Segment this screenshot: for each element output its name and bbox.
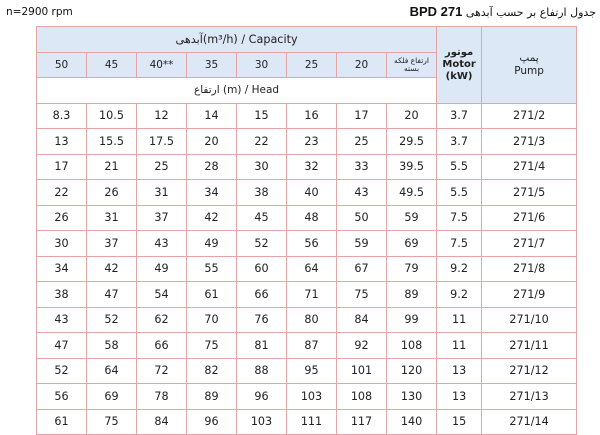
head-value-cell: 17.5 <box>137 129 187 155</box>
pump-model-cell: 271/12 <box>482 358 577 384</box>
head-value-cell: 43 <box>137 231 187 257</box>
pump-model-cell: 271/9 <box>482 282 577 308</box>
table-row <box>37 180 577 206</box>
motor-power-cell: 9.2 <box>437 282 482 308</box>
pump-model-cell: 271/3 <box>482 129 577 155</box>
head-value-cell: 117 <box>337 409 387 435</box>
head-value-cell: 64 <box>287 256 337 282</box>
pump-model-cell: 271/11 <box>482 333 577 359</box>
table-row <box>37 409 577 435</box>
capacity-value: 50 <box>37 52 87 78</box>
head-value-cell: 49 <box>187 231 237 257</box>
pump-model-cell: 271/2 <box>482 103 577 129</box>
shutoff-head-cell: 120 <box>387 358 437 384</box>
head-value-cell: 72 <box>137 358 187 384</box>
head-value-cell: 96 <box>187 409 237 435</box>
head-value-cell: 89 <box>187 384 237 410</box>
pump-header-fa: پمپ <box>519 51 539 64</box>
head-value-cell: 25 <box>337 129 387 155</box>
motor-header-en: Motor <box>442 58 476 70</box>
head-value-cell: 70 <box>187 307 237 333</box>
motor-power-cell: 13 <box>437 358 482 384</box>
table-row <box>37 256 577 282</box>
head-value-cell: 78 <box>137 384 187 410</box>
head-value-cell: 16 <box>287 103 337 129</box>
head-value-cell: 34 <box>187 180 237 206</box>
head-value-cell: 22 <box>37 180 87 206</box>
head-value-cell: 31 <box>87 205 137 231</box>
head-value-cell: 84 <box>137 409 187 435</box>
motor-power-cell: 7.5 <box>437 205 482 231</box>
shutoff-head-line2: بسته <box>404 63 420 73</box>
head-value-cell: 34 <box>37 256 87 282</box>
shutoff-head-cell: 59 <box>387 205 437 231</box>
head-value-cell: 61 <box>37 409 87 435</box>
head-value-cell: 43 <box>337 180 387 206</box>
capacity-value: 30 <box>237 52 287 78</box>
table-title-model: BPD 271 <box>409 4 463 19</box>
head-value-cell: 95 <box>287 358 337 384</box>
table-title <box>410 4 596 19</box>
motor-power-cell: 3.7 <box>437 129 482 155</box>
pump-header-en: Pump <box>514 64 544 77</box>
motor-header-unit: (kW) <box>445 70 473 82</box>
shutoff-head-cell: 49.5 <box>387 180 437 206</box>
pump-model-cell: 271/10 <box>482 307 577 333</box>
pump-model-cell: 271/14 <box>482 409 577 435</box>
head-value-cell: 30 <box>37 231 87 257</box>
table-row <box>37 307 577 333</box>
pump-model-cell: 271/8 <box>482 256 577 282</box>
table-row <box>37 333 577 359</box>
capacity-value: 40** <box>137 52 187 78</box>
head-value-cell: 40 <box>287 180 337 206</box>
shutoff-head-cell: 20 <box>387 103 437 129</box>
shutoff-head-cell: 130 <box>387 384 437 410</box>
head-header: ارتفاع (m) / Head <box>37 78 437 104</box>
shutoff-head-cell: 99 <box>387 307 437 333</box>
head-value-cell: 15 <box>237 103 287 129</box>
table-row <box>37 205 577 231</box>
head-value-cell: 60 <box>237 256 287 282</box>
head-value-cell: 47 <box>37 333 87 359</box>
table-row <box>37 282 577 308</box>
head-capacity-table <box>36 26 577 435</box>
motor-power-cell: 7.5 <box>437 231 482 257</box>
rpm-label: n=2900 rpm <box>6 6 73 18</box>
head-value-cell: 54 <box>137 282 187 308</box>
head-value-cell: 25 <box>137 154 187 180</box>
head-value-cell: 75 <box>87 409 137 435</box>
capacity-value: 45 <box>87 52 137 78</box>
capacity-value: 20 <box>337 52 387 78</box>
head-value-cell: 61 <box>187 282 237 308</box>
head-value-cell: 20 <box>187 129 237 155</box>
head-value-cell: 108 <box>337 384 387 410</box>
shutoff-head-header <box>387 52 437 78</box>
head-value-cell: 13 <box>37 129 87 155</box>
table-row <box>37 384 577 410</box>
head-value-cell: 58 <box>87 333 137 359</box>
head-value-cell: 17 <box>337 103 387 129</box>
head-value-cell: 30 <box>237 154 287 180</box>
head-value-cell: 26 <box>87 180 137 206</box>
head-value-cell: 22 <box>237 129 287 155</box>
head-value-cell: 67 <box>337 256 387 282</box>
head-value-cell: 48 <box>287 205 337 231</box>
head-value-cell: 37 <box>87 231 137 257</box>
pump-model-cell: 271/5 <box>482 180 577 206</box>
table-title-fa: جدول ارتفاع بر حسب آبدهی <box>465 6 596 19</box>
head-value-cell: 26 <box>37 205 87 231</box>
shutoff-head-cell: 79 <box>387 256 437 282</box>
head-value-cell: 87 <box>287 333 337 359</box>
head-value-cell: 101 <box>337 358 387 384</box>
head-value-cell: 66 <box>237 282 287 308</box>
head-value-cell: 56 <box>287 231 337 257</box>
head-value-cell: 81 <box>237 333 287 359</box>
table-row <box>37 231 577 257</box>
head-value-cell: 12 <box>137 103 187 129</box>
motor-power-cell: 9.2 <box>437 256 482 282</box>
motor-power-cell: 15 <box>437 409 482 435</box>
motor-header-fa: موتور <box>444 46 474 58</box>
head-value-cell: 71 <box>287 282 337 308</box>
head-value-cell: 103 <box>237 409 287 435</box>
capacity-value: 35 <box>187 52 237 78</box>
head-value-cell: 31 <box>137 180 187 206</box>
head-value-cell: 43 <box>37 307 87 333</box>
head-value-cell: 69 <box>87 384 137 410</box>
shutoff-head-cell: 108 <box>387 333 437 359</box>
motor-power-cell: 13 <box>437 384 482 410</box>
head-value-cell: 32 <box>287 154 337 180</box>
head-value-cell: 21 <box>87 154 137 180</box>
pump-header <box>482 27 577 104</box>
head-value-cell: 38 <box>37 282 87 308</box>
head-value-cell: 66 <box>137 333 187 359</box>
head-value-cell: 96 <box>237 384 287 410</box>
head-value-cell: 42 <box>87 256 137 282</box>
shutoff-head-cell: 140 <box>387 409 437 435</box>
motor-power-cell: 5.5 <box>437 180 482 206</box>
pump-model-cell: 271/6 <box>482 205 577 231</box>
motor-header <box>437 27 482 104</box>
pump-model-cell: 271/4 <box>482 154 577 180</box>
head-value-cell: 8.3 <box>37 103 87 129</box>
shutoff-head-cell: 69 <box>387 231 437 257</box>
head-value-cell: 76 <box>237 307 287 333</box>
table-row <box>37 103 577 129</box>
head-value-cell: 23 <box>287 129 337 155</box>
head-value-cell: 84 <box>337 307 387 333</box>
pump-model-cell: 271/7 <box>482 231 577 257</box>
table-row <box>37 154 577 180</box>
head-value-cell: 59 <box>337 231 387 257</box>
head-value-cell: 52 <box>237 231 287 257</box>
shutoff-head-cell: 29.5 <box>387 129 437 155</box>
head-value-cell: 33 <box>337 154 387 180</box>
head-value-cell: 64 <box>87 358 137 384</box>
head-value-cell: 55 <box>187 256 237 282</box>
motor-power-cell: 5.5 <box>437 154 482 180</box>
head-value-cell: 15.5 <box>87 129 137 155</box>
head-value-cell: 111 <box>287 409 337 435</box>
head-value-cell: 52 <box>37 358 87 384</box>
motor-power-cell: 3.7 <box>437 103 482 129</box>
motor-power-cell: 11 <box>437 333 482 359</box>
head-value-cell: 88 <box>237 358 287 384</box>
head-value-cell: 75 <box>337 282 387 308</box>
head-value-cell: 75 <box>187 333 237 359</box>
pump-model-cell: 271/13 <box>482 384 577 410</box>
capacity-header: آبدهی(m³/h) / Capacity <box>37 27 437 53</box>
head-value-cell: 47 <box>87 282 137 308</box>
head-value-cell: 42 <box>187 205 237 231</box>
table-row <box>37 129 577 155</box>
head-value-cell: 10.5 <box>87 103 137 129</box>
head-value-cell: 37 <box>137 205 187 231</box>
head-value-cell: 56 <box>37 384 87 410</box>
head-value-cell: 28 <box>187 154 237 180</box>
head-value-cell: 92 <box>337 333 387 359</box>
shutoff-head-line1: ارتفاع فلکه <box>394 55 430 65</box>
head-value-cell: 82 <box>187 358 237 384</box>
head-value-cell: 50 <box>337 205 387 231</box>
head-value-cell: 103 <box>287 384 337 410</box>
shutoff-head-cell: 39.5 <box>387 154 437 180</box>
head-value-cell: 52 <box>87 307 137 333</box>
motor-power-cell: 11 <box>437 307 482 333</box>
head-value-cell: 49 <box>137 256 187 282</box>
capacity-value: 25 <box>287 52 337 78</box>
shutoff-head-cell: 89 <box>387 282 437 308</box>
head-value-cell: 17 <box>37 154 87 180</box>
head-value-cell: 14 <box>187 103 237 129</box>
head-value-cell: 80 <box>287 307 337 333</box>
table-row <box>37 358 577 384</box>
head-value-cell: 38 <box>237 180 287 206</box>
head-value-cell: 62 <box>137 307 187 333</box>
head-value-cell: 45 <box>237 205 287 231</box>
